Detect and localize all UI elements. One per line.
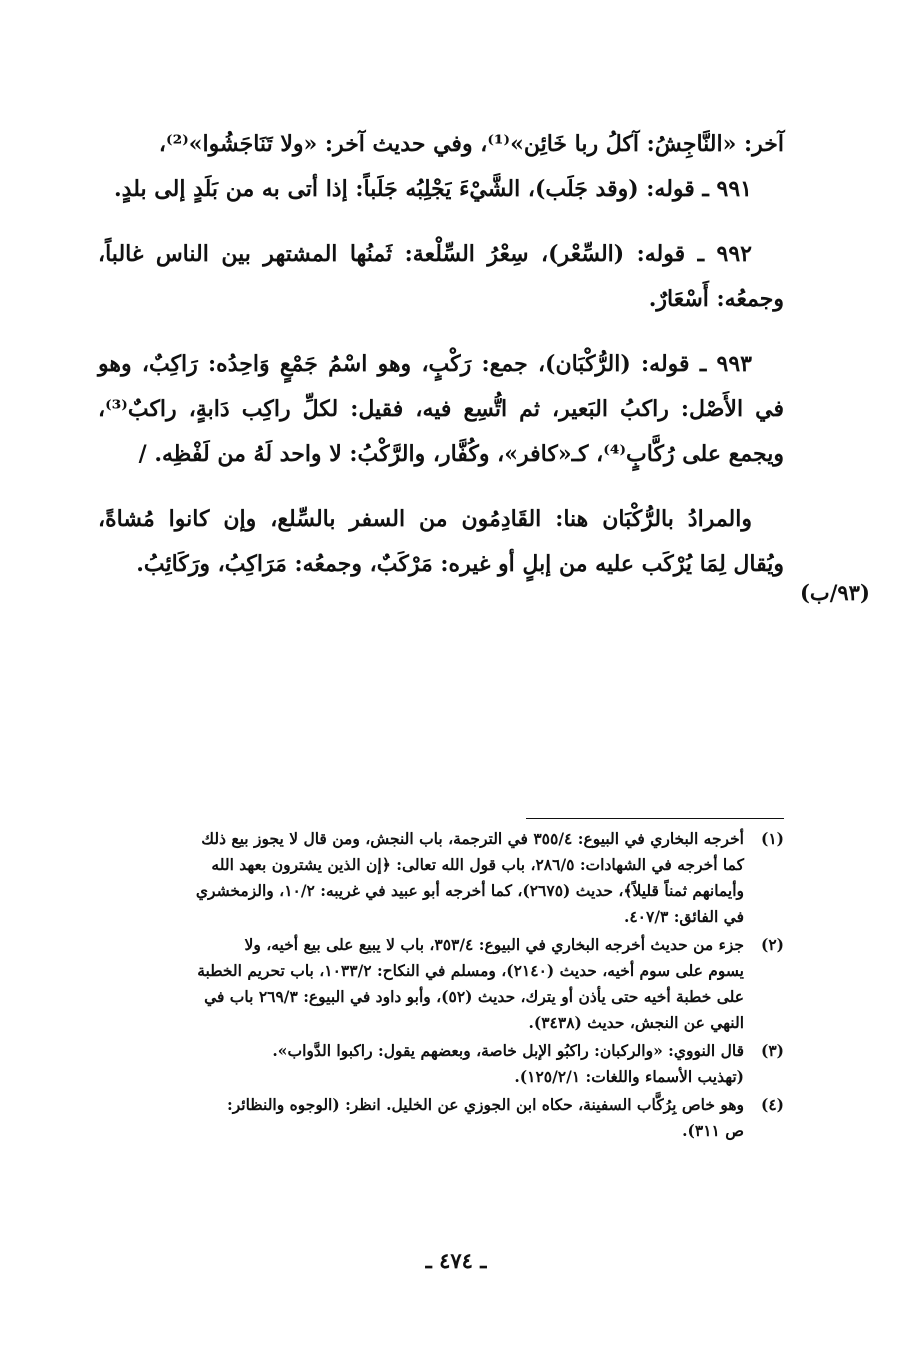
page-number: ـ ٤٧٤ ـ [425, 1248, 487, 1273]
footnote-number: (٤) [760, 1095, 784, 1114]
footnote-line: أخرجه البخاري في البيوع: ٣٥٥/٤ في الترجمة، باب النجش، ومن قال لا يجوز بيع ذلك [201, 829, 744, 848]
footnote-body [98, 932, 744, 1036]
footnote-line: (تهذيب الأسماء واللغات: ١٢٥/٢/١). [514, 1067, 744, 1086]
footnote-line: يسوم على سوم أخيه، حديث (٢١٤٠)، ومسلم في النكاح: ١٠٣٣/٢، باب تحريم الخطبة [197, 961, 744, 980]
paragraph-992: ٩٩٢ ـ قوله: (السِّعْر)، سِعْرُ السِّلْعة: ثَمنُها المشتهر بين الناس غالباً، وجمعُه: أَسْعَارٌ. [98, 241, 784, 312]
footnote-body [98, 1038, 744, 1090]
margin-folio-note: (٩٣/ب) [800, 580, 870, 605]
main-text [98, 122, 784, 607]
footnote-line: جزء من حديث أخرجه البخاري في البيوع: ٣٥٣/٤، باب لا يبيع على بيع أخيه، ولا [244, 935, 744, 954]
footnote-divider [526, 818, 784, 819]
footnotes [98, 826, 784, 1146]
paragraph-continuation: آخر: «النَّاجِشُ: آكلُ ربا خَائِن»⁽¹⁾، وفي حديث آخر: «ولا تَنَاجَشُوا»⁽²⁾، [158, 131, 784, 157]
footnote-body [98, 826, 744, 930]
footnote-line: وهو خاص بِرُكَّاب السفينة، حكاه ابن الجوزي عن الخليل. انظر: (الوجوه والنظائر: [227, 1095, 744, 1114]
footnote-4 [98, 1092, 784, 1144]
footnote-line: وأيمانهم ثمناً قليلاً﴾، حديث (٢٦٧٥)، كما أخرجه أبو عبيد في غريبه: ١٠/٢، والزمخشري [195, 881, 744, 900]
paragraph-993-continued: والمرادُ بالرُّكْبَان هنا: القَادِمُون من السفر بالسِّلع، وإن كانوا مُشاةً، ويُقال لِمَا يُرْكَب عليه من إبلٍ أو غيره: مَرْكَبٌ، وجمعُه: مَرَاكِبُ، ورَكَائِبُ. [98, 506, 784, 577]
footnote-line: النهي عن النجش، حديث (٣٤٣٨). [528, 1013, 744, 1032]
footnote-body [98, 1092, 744, 1144]
footnote-1 [98, 826, 784, 930]
footnote-line: قال النووي: «والركبان: راكبُو الإبل خاصة، وبعضهم يقول: راكبوا الدَّواب». [272, 1041, 744, 1060]
footnote-3 [98, 1038, 784, 1090]
footnote-line: على خطبة أخيه حتى يأذن أو يترك، حديث (٥٢)، وأبو داود في البيوع: ٢٦٩/٣ باب في [204, 987, 744, 1006]
footnote-number: (٢) [760, 935, 784, 954]
footnote-2 [98, 932, 784, 1036]
footnote-line: كما أخرجه في الشهادات: ٢٨٦/٥، باب قول الله تعالى: ﴿إن الذين يشترون بعهد الله [211, 855, 744, 874]
footnote-line: في الفائق: ٤٠٧/٣. [623, 907, 744, 926]
footnote-number: (٣) [760, 1041, 784, 1060]
paragraph-993: ٩٩٣ ـ قوله: (الرُّكْبَان)، جمع: رَكْبٍ، وهو اسْمُ جَمْعٍ وَاحِدُه: رَاكِبٌ، وهو في الأَصْل: راكبُ البَعير، ثم اتُّسِع فيه، فقيل: لكلِّ راكِب دَابةٍ، راكبٌ⁽³⁾، ويجمع على رُكَّابٍ⁽⁴⁾، كـ«كافر»، وكُفَّار، والرَّكْبُ: لا واحد لَهُ من لَفْظِه. / [98, 351, 784, 467]
footnote-number: (١) [760, 829, 784, 848]
footnote-line: ص ٣١١). [682, 1121, 744, 1140]
paragraph-991: ٩٩١ ـ قوله: (وقد جَلَب)، الشَّيْءَ يَجْلِبُه جَلَباً: إذا أتى به من بَلَدٍ إلى بلدٍ. [114, 176, 752, 202]
